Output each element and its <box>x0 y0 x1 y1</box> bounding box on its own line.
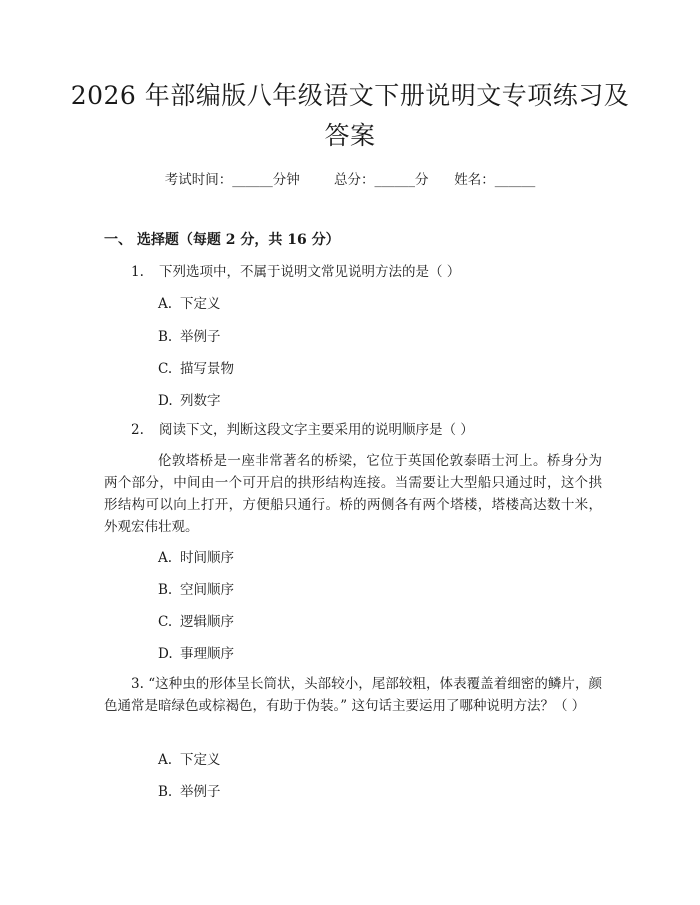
question-text: 阅读下文，判断这段文字主要采用的说明顺序是（ ） <box>159 422 474 438</box>
option-letter: D. <box>158 646 173 662</box>
option-letter: A. <box>158 550 173 566</box>
question-1 <box>131 262 460 282</box>
question-1-option-c <box>158 357 234 377</box>
question-2-option-b <box>158 578 234 598</box>
question-1-option-a <box>158 292 221 312</box>
option-text: 事理顺序 <box>180 646 234 662</box>
option-text: 时间顺序 <box>180 550 234 566</box>
option-letter: B. <box>158 329 173 345</box>
score-label: 总分： <box>334 172 375 188</box>
option-text: 举例子 <box>180 329 221 345</box>
exam-info-line <box>0 168 700 188</box>
question-2-option-a <box>158 546 234 566</box>
option-letter: A. <box>158 296 173 312</box>
option-text: 列数字 <box>180 393 221 409</box>
option-text: 下定义 <box>180 296 221 312</box>
question-2-option-c <box>158 610 234 630</box>
question-number: 1. <box>131 264 144 280</box>
question-1-option-b <box>158 325 221 345</box>
section-title: 一、 选择题（每题 2 分，共 16 分） <box>104 232 340 248</box>
time-label: 考试时间： <box>164 172 233 188</box>
question-2-option-d <box>158 642 234 662</box>
option-letter: A. <box>158 752 173 768</box>
question-1-option-d <box>158 389 221 409</box>
option-letter: C. <box>158 361 173 377</box>
question-3-option-a <box>158 748 221 768</box>
option-letter: B. <box>158 784 173 800</box>
question-2 <box>131 420 474 440</box>
time-unit: 分钟 <box>272 172 300 188</box>
reading-passage: 伦敦塔桥是一座非常著名的桥梁，它位于英国伦敦泰晤士河上。桥身分为两个部分，中间由一个可开启的拱形结构连接。当需要让大型船只通过时，这个拱形结构可以向上打开，方便船只通行。桥的两侧各有两个塔楼，塔楼高达数十米，外观宏伟壮观。 <box>104 453 602 535</box>
option-letter: B. <box>158 582 173 598</box>
name-label: 姓名： <box>454 172 495 188</box>
score-blank: ______ <box>374 172 416 188</box>
question-text: 下列选项中，不属于说明文常见说明方法的是（ ） <box>159 264 461 280</box>
option-text: 下定义 <box>180 752 221 768</box>
score-unit: 分 <box>415 172 429 188</box>
question-3 <box>104 673 602 717</box>
page-title: 2026 年部编版八年级语文下册说明文专项练习及答案 <box>70 81 630 150</box>
option-text: 描写景物 <box>180 361 234 377</box>
question-3-option-b <box>158 780 221 800</box>
time-blank: ______ <box>232 172 273 188</box>
name-blank: ______ <box>494 172 536 188</box>
option-letter: D. <box>158 393 173 409</box>
question-text: “这种虫的形体呈长筒状，头部较小，尾部较粗，体表覆盖着细密的鳞片，颜色通常是暗绿色或棕褐色，有助于伪装。” 这句话主要运用了哪种说明方法？（ ） <box>104 676 602 714</box>
option-text: 空间顺序 <box>180 582 234 598</box>
option-text: 逻辑顺序 <box>180 614 234 630</box>
option-letter: C. <box>158 614 173 630</box>
question-number: 2. <box>131 422 144 438</box>
question-number: 3. <box>131 676 144 692</box>
option-text: 举例子 <box>180 784 221 800</box>
